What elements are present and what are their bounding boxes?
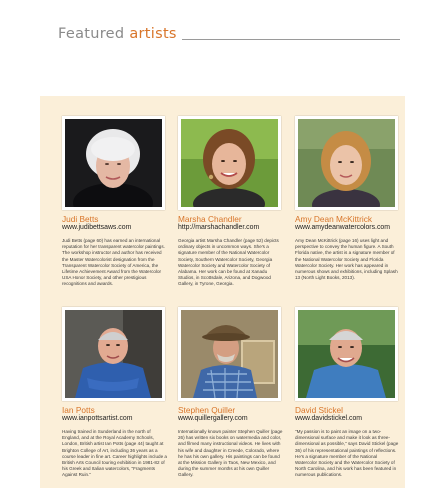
- artist-website[interactable]: www.davidstickel.com: [295, 415, 363, 422]
- page-header: [58, 26, 400, 46]
- artist-photo: [178, 307, 281, 401]
- header-divider: [182, 39, 400, 40]
- artist-name: Judi Betts: [62, 214, 99, 224]
- portrait-photo: [181, 119, 278, 207]
- portrait-photo: [298, 119, 395, 207]
- artist-website[interactable]: www.judibettsaws.com: [62, 224, 132, 231]
- artist-photo: [295, 116, 398, 210]
- portrait-photo: [181, 310, 278, 398]
- artist-photo: [295, 307, 398, 401]
- artist-bio: Having trained in Sunderland in the north of England, and at the Royal Academy Schools, London, British artist Ian Potts (page 44) taught at Brighton College of Art, including 36 years as a course leader in fine art. Career highlights include a British Arts Council touring exhibition in 1981-82 of his Greek and Italian watercolors, "Fragments Against Ruin.": [62, 429, 167, 478]
- artist-name: Marsha Chandler: [178, 214, 242, 224]
- artist-bio: "My passion is to paint an image on a two-dimensional surface and make it look as three-dimensional as possible," says David Stickel (page 36) of his representational paintings of reflections. He's a signature member of the National Watercolor Society and the Watercolor Society of North Carolina, and his work has been featured in numerous publications.: [295, 429, 399, 478]
- artist-website[interactable]: www.quillergallery.com: [178, 415, 248, 422]
- portrait-photo: [298, 310, 395, 398]
- artist-website[interactable]: www.ianpottsartist.com: [62, 415, 133, 422]
- section-title: [58, 26, 177, 42]
- artist-photo: [62, 116, 165, 210]
- artist-bio: Georgia artist Marsha Chandler (page 52) depicts ordinary objects in uncommon ways. She's a signature member of the National Watercolor Society, Southern Watercolor Society, Georgia Watercolor Society and Watercolor Society of Alabama. Her work can be found at Xanadu Studios, in Scottsdale, Arizona, and Dogwood Gallery, in Tyrone, Georgia.: [178, 238, 279, 287]
- section-title-featured: Featured: [58, 26, 125, 42]
- artist-bio: Amy Dean McKittrick (page 16) uses light and perspective to convey the human figure. A South Florida native, the artist is a signature member of the National Watercolor Society and Florida Watercolor Society. Her work has appeared in numerous shows and exhibitions, including Splash 13 (North Light Books, 2013).: [295, 238, 398, 281]
- artist-name: Ian Potts: [62, 405, 95, 415]
- artist-bio: Judi Betts (page 60) has earned an international reputation for her transparent watercolor paintings. The workshop instructor and author has received the Master Watercolorist designation from the Transparent Watercolor Society of America, the Lifetime Achievement Award from the Watercolor USA Honor Society, and other prestigious recognitions and awards.: [62, 238, 165, 287]
- portrait-photo: [65, 119, 162, 207]
- artist-photo: [62, 307, 165, 401]
- section-title-artists: artists: [129, 26, 177, 42]
- artist-bio: Internationally known painter Stephen Quiller (page 26) has written six books on watermedia and color, and filmed many instructional videos. He lives with his wife and daughter in Creede, Colorado, where he has his own gallery. His paintings can be found at the Mission Gallery in Taos, New Mexico, and during the summer months at his own Quiller Gallery.: [178, 429, 283, 478]
- portrait-photo: [65, 310, 162, 398]
- artist-name: Amy Dean McKittrick: [295, 214, 372, 224]
- artist-name: David Stickel: [295, 405, 343, 415]
- artist-photo: [178, 116, 281, 210]
- artist-website[interactable]: http://marshachandler.com: [178, 224, 260, 231]
- artist-name: Stephen Quiller: [178, 405, 236, 415]
- artists-panel: [40, 96, 405, 488]
- artist-website[interactable]: www.amydeanwatercolors.com: [295, 224, 390, 231]
